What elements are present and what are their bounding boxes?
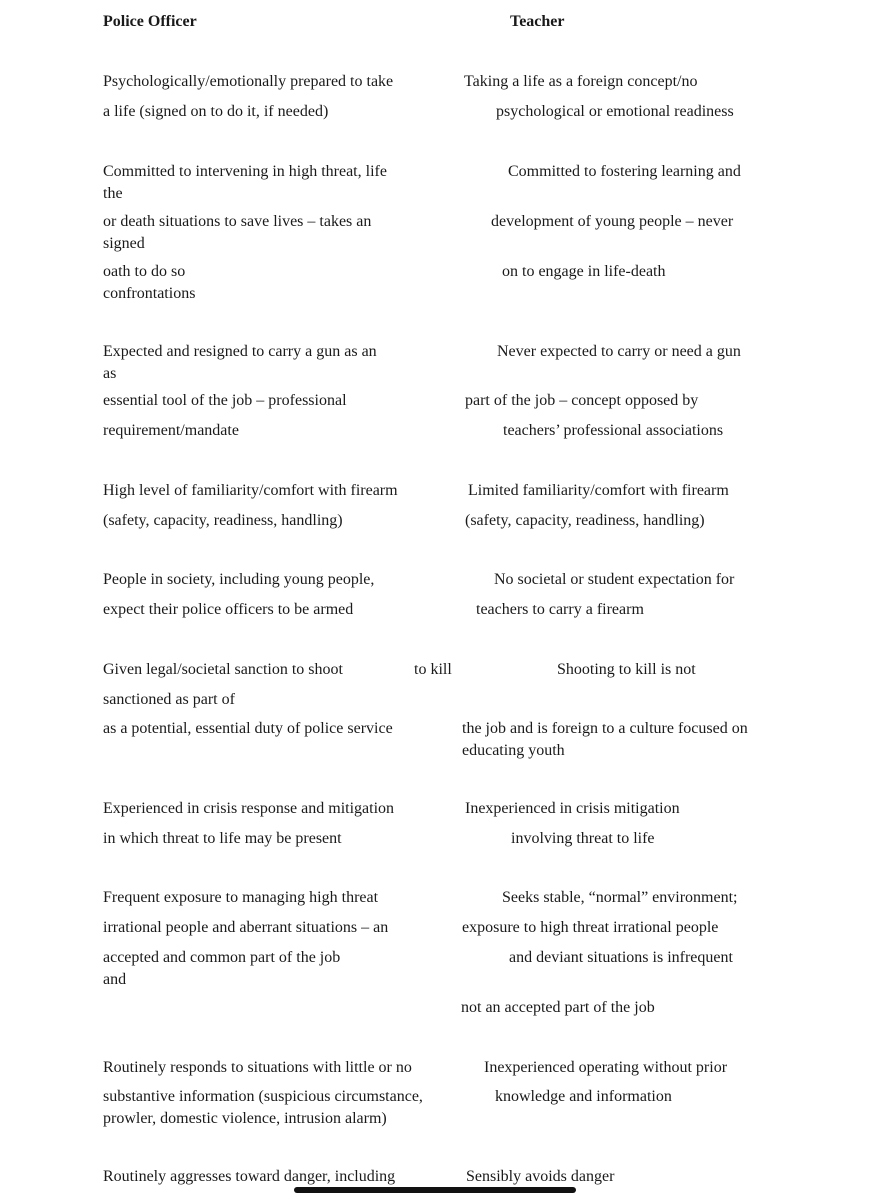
teacher-line: Committed to fostering learning and — [508, 163, 741, 180]
police-line: confrontations — [103, 285, 196, 302]
police-line: or death situations to save lives – takes an — [103, 213, 372, 230]
teacher-line: part of the job – concept opposed by — [465, 392, 699, 409]
teacher-line: not an accepted part of the job — [461, 999, 655, 1016]
police-line: Experienced in crisis response and mitigation — [103, 800, 395, 817]
police-line: Committed to intervening in high threat, life — [103, 163, 387, 180]
police-line: Routinely aggresses toward danger, including — [103, 1168, 396, 1185]
teacher-line: educating youth — [462, 742, 565, 759]
police-line: the — [103, 185, 123, 202]
teacher-line: Inexperienced operating without prior — [484, 1059, 728, 1076]
teacher-line: involving threat to life — [511, 830, 655, 847]
home-indicator[interactable] — [294, 1187, 576, 1193]
teacher-line: Inexperienced in crisis mitigation — [465, 800, 680, 817]
police-line: Given legal/societal sanction to shoot — [103, 661, 343, 678]
police-line: requirement/mandate — [103, 422, 239, 439]
police-line: irrational people and aberrant situations – an — [103, 919, 389, 936]
police-line: signed — [103, 235, 145, 252]
police-line: High level of familiarity/comfort with firearm — [103, 482, 398, 499]
police-line: expect their police officers to be armed — [103, 601, 354, 618]
header-teacher: Teacher — [510, 13, 565, 30]
teacher-line: and deviant situations is infrequent — [509, 949, 733, 966]
police-line: oath to do so — [103, 263, 186, 280]
teacher-line: Limited familiarity/comfort with firearm — [468, 482, 729, 499]
police-line: Expected and resigned to carry a gun as an — [103, 343, 377, 360]
police-line: prowler, domestic violence, intrusion alarm) — [103, 1110, 387, 1127]
police-line: and — [103, 971, 127, 988]
teacher-line: teachers to carry a firearm — [476, 601, 644, 618]
teacher-line: on to engage in life-death — [502, 263, 666, 280]
teacher-line: Seeks stable, “normal” environment; — [502, 889, 738, 906]
police-line: Psychologically/emotionally prepared to take — [103, 73, 394, 90]
police-line: sanctioned as part of — [103, 691, 235, 708]
teacher-line: Never expected to carry or need a gun — [497, 343, 741, 360]
police-line: as — [103, 365, 117, 382]
teacher-line: the job and is foreign to a culture focused on — [462, 720, 748, 737]
police-line: People in society, including young people, — [103, 571, 375, 588]
police-line: as a potential, essential duty of police service — [103, 720, 393, 737]
police-line: in which threat to life may be present — [103, 830, 342, 847]
teacher-line: psychological or emotional readiness — [496, 103, 734, 120]
police-line: accepted and common part of the job — [103, 949, 341, 966]
police-line: (safety, capacity, readiness, handling) — [103, 512, 343, 529]
teacher-line: Taking a life as a foreign concept/no — [464, 73, 698, 90]
teacher-line: No societal or student expectation for — [494, 571, 735, 588]
police-line: a life (signed on to do it, if needed) — [103, 103, 329, 120]
police-line: Frequent exposure to managing high threat — [103, 889, 379, 906]
police-line: Routinely responds to situations with little or no — [103, 1059, 412, 1076]
teacher-line: knowledge and information — [495, 1088, 672, 1105]
teacher-line: Shooting to kill is not — [557, 661, 696, 678]
police-line: to kill — [414, 661, 452, 678]
teacher-line: development of young people – never — [491, 213, 734, 230]
police-line: substantive information (suspicious circumstance, — [103, 1088, 423, 1105]
teacher-line: Sensibly avoids danger — [466, 1168, 615, 1185]
teacher-line: exposure to high threat irrational people — [462, 919, 719, 936]
teacher-line: (safety, capacity, readiness, handling) — [465, 512, 705, 529]
header-police-officer: Police Officer — [103, 13, 197, 30]
teacher-line: teachers’ professional associations — [503, 422, 724, 439]
police-line: essential tool of the job – professional — [103, 392, 347, 409]
